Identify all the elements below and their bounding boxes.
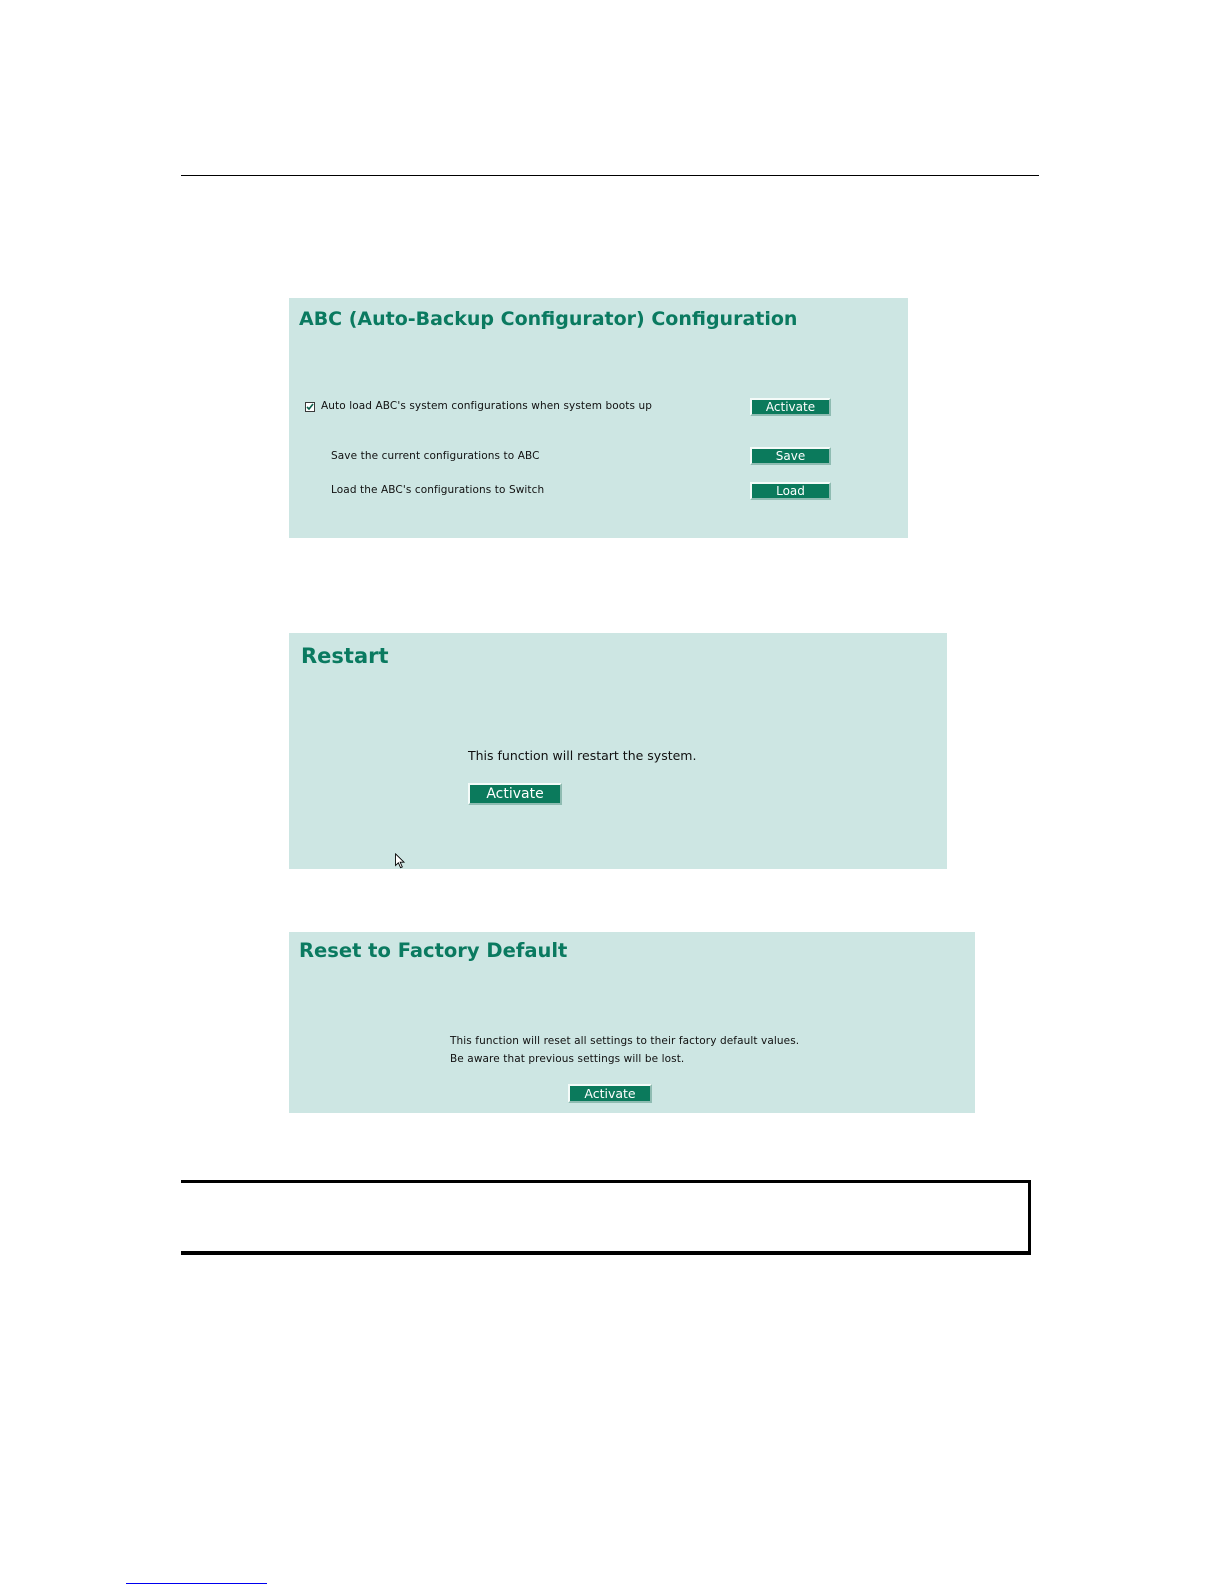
- header-rule: [181, 175, 1039, 176]
- load-configurations-label: Load the ABC's configurations to Switch: [331, 484, 545, 496]
- reset-factory-default-panel: [289, 932, 975, 1113]
- reset-description-line-1: This function will reset all settings to their factory default values.: [450, 1035, 800, 1047]
- abc-panel-title: ABC (Auto-Backup Configurator) Configuration: [299, 308, 798, 330]
- reset-panel-title: Reset to Factory Default: [299, 939, 568, 962]
- note-box: [181, 1180, 1031, 1255]
- auto-load-activate-button[interactable]: Activate: [750, 398, 831, 416]
- save-to-abc-button[interactable]: Save: [750, 447, 831, 465]
- check-icon: [306, 403, 314, 411]
- auto-load-label: Auto load ABC's system configurations when system boots up: [321, 400, 653, 412]
- load-from-abc-button[interactable]: Load: [750, 482, 831, 500]
- footer-link-underline[interactable]: [126, 1583, 267, 1584]
- abc-configuration-panel: [289, 298, 908, 538]
- save-configurations-label: Save the current configurations to ABC: [331, 450, 540, 462]
- mouse-pointer-icon: [394, 853, 406, 869]
- auto-load-checkbox[interactable]: [305, 402, 315, 412]
- restart-description: This function will restart the system.: [468, 748, 697, 763]
- restart-panel-title: Restart: [301, 644, 389, 668]
- reset-activate-button[interactable]: Activate: [568, 1084, 652, 1103]
- restart-panel: [289, 633, 947, 869]
- restart-activate-button[interactable]: Activate: [468, 783, 562, 805]
- reset-description-line-2: Be aware that previous settings will be lost.: [450, 1053, 685, 1065]
